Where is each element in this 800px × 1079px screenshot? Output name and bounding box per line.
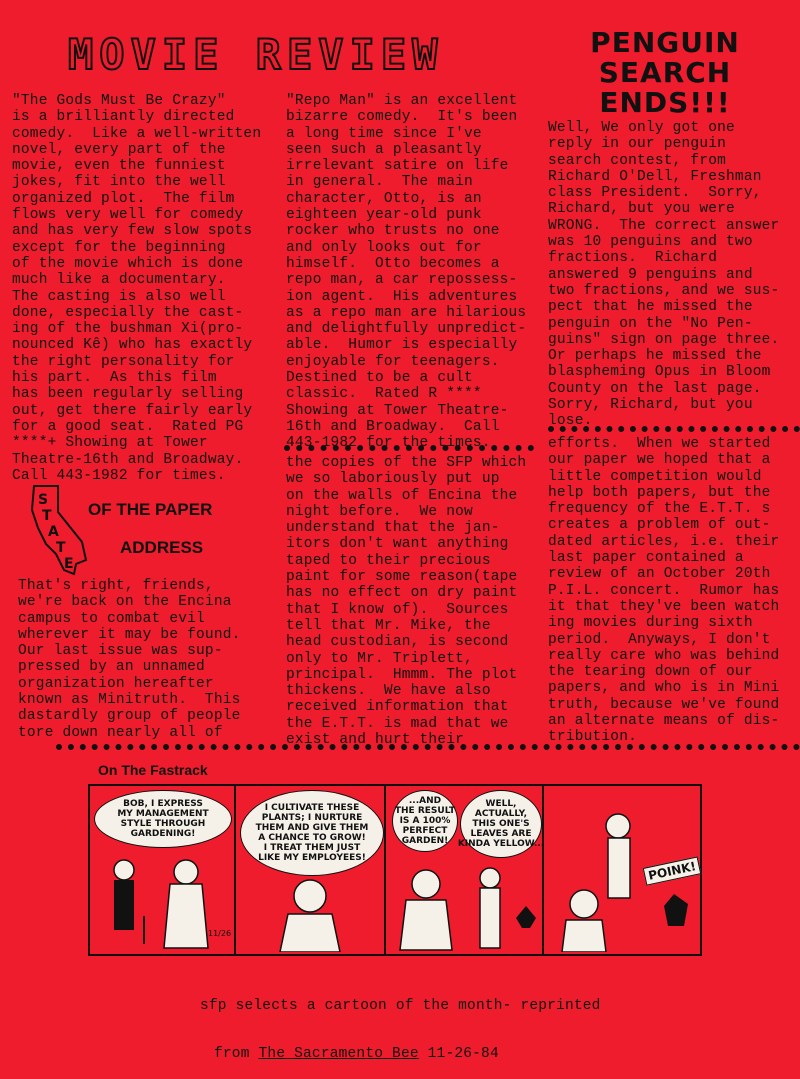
caption-line-1: sfp selects a cartoon of the month- reprinted xyxy=(200,997,601,1014)
caption-source: The Sacramento Bee xyxy=(258,1046,419,1063)
state-letter-t2: T xyxy=(56,540,66,556)
comic-figures-3 xyxy=(386,858,542,952)
caption-from: from xyxy=(214,1046,259,1063)
caption-date: 11-26-84 xyxy=(418,1046,499,1063)
state-letter-s: S xyxy=(38,492,49,508)
state-of-paper-title-line2: ADDRESS xyxy=(120,538,204,557)
penguin-search-title: PENGUIN SEARCH ENDS!!! xyxy=(590,26,740,119)
comic-date-mark: 11/26 xyxy=(208,929,232,938)
comic-figures-1 xyxy=(90,848,234,952)
penguin-search-article: Well, We only got one reply in our penguin search contest, from Richard O'Dell, Freshman class President. Sorry, Richard, but you were WRONG. The correct answer was 10 penguins and two fractions. Richard answered 9 penguins and two fractions, and we sus- pect that he missed the penguin on the "No Pen- guins" sign on page three. Or perhaps he missed the blaspheming Opus in Bloom County on the last page. Sorry, Richard, but you lose. xyxy=(548,120,780,430)
comic-panel-3 xyxy=(386,786,544,954)
state-letter-t: T xyxy=(42,508,52,524)
repo-man-review: "Repo Man" is an excellent bizarre comedy. It's been a long time since I've seen such a pleasantly irrelevant satire on life in general. The main character, Otto, is an eighteen year-old punk rocker who trusts no one and only looks out for himself. Otto becomes a repo man, a car repossess- ion agent. His adventures as a repo man are hilarious and delightfully unpredict- able. Humor is especially enjoyable for teenagers. Destined to be a cult classic. Rated R **** Showing at Tower Theatre- 16th and Broadway. Call 443-1982 for the times. xyxy=(286,93,527,452)
caption-line-2 xyxy=(200,1046,601,1062)
state-of-paper-col2: the copies of the SFP which we so laboriously put up on the walls of Encina the night before. We now understand that the jan- itors don't want anything taped to their precious paint for some reason(tape has no effect on dry paint that I know of). Sources tell that Mr. Mike, the head custodian, is second only to Mr. Triplett, principal. Hmmm. The plot thickens. We have also received information that the E.T.T. is mad that we exist and hurt their xyxy=(286,455,527,749)
speech-bubble-4: WELL, ACTUALLY, THIS ONE'S LEAVES ARE KINDA YELLOW... xyxy=(460,790,542,858)
speech-bubble-3: ...AND THE RESULT IS A 100% PERFECT GARDEN! xyxy=(392,790,458,852)
state-of-paper-col3: efforts. When we started our paper we hoped that a little competition would help both papers, but the frequency of the E.T.T. s creates a problem of out- dated articles, i.e. their last paper contained a review of an October 20th P.I.L. concert. Rumor has it that they've been watch ing movies during sixth period. Anyways, I don't really care who was behind the tearing down of our papers, and who is in Mini truth, because we've found an alternate means of dis- tribution. xyxy=(548,436,780,746)
comic-panel-1 xyxy=(90,786,236,954)
state-letter-e: E xyxy=(64,556,74,572)
divider-right xyxy=(548,426,800,432)
state-california-logo xyxy=(26,482,92,578)
comic-panel-2 xyxy=(236,786,386,954)
comic-heading: On The Fastrack xyxy=(98,762,208,778)
comic-panel-4 xyxy=(544,786,700,954)
speech-bubble-2: I CULTIVATE THESE PLANTS; I NURTURE THEM AND GIVE THEM A CHANCE TO GROW! I TREAT THEM JUST LIKE MY EMPLOYEES! xyxy=(240,790,384,876)
comic-caption xyxy=(200,965,601,1079)
speech-bubble-1: BOB, I EXPRESS MY MANAGEMENT STYLE THROUGH GARDENING! xyxy=(94,790,232,848)
state-of-paper-col1: That's right, friends, we're back on the Encina campus to combat evil wherever it may be found. Our last issue was sup- pressed by an unnamed organization hereafter known as Minitruth. This dastardly group of people tore down nearly all of xyxy=(18,578,241,741)
divider-middle xyxy=(284,445,534,451)
state-of-paper-title-line1: OF THE PAPER xyxy=(88,500,213,519)
movie-review-title: MOVIE REVIEW xyxy=(68,30,444,79)
comic-figures-2 xyxy=(236,876,384,952)
comic-strip xyxy=(88,784,702,956)
state-letter-a: A xyxy=(48,524,59,540)
gods-must-be-crazy-review: "The Gods Must Be Crazy" is a brilliantly directed comedy. Like a well-written novel, every part of the movie, even the funniest jokes, fit into the well organized plot. The film flows very well for comedy and has very few slow spots except for the beginning of the movie which is done much like a documentary. The casting is also well done, especially the cast- ing of the bushman Xi(pro- nounced Kê) who has exactly the right personality for his part. As this film has been regularly selling out, get there fairly early for a good seat. Rated PG ****+ Showing at Tower Theatre-16th and Broadway. Call 443-1982 for times. xyxy=(12,93,262,484)
comic-sound-effect: POINK! xyxy=(643,856,702,885)
